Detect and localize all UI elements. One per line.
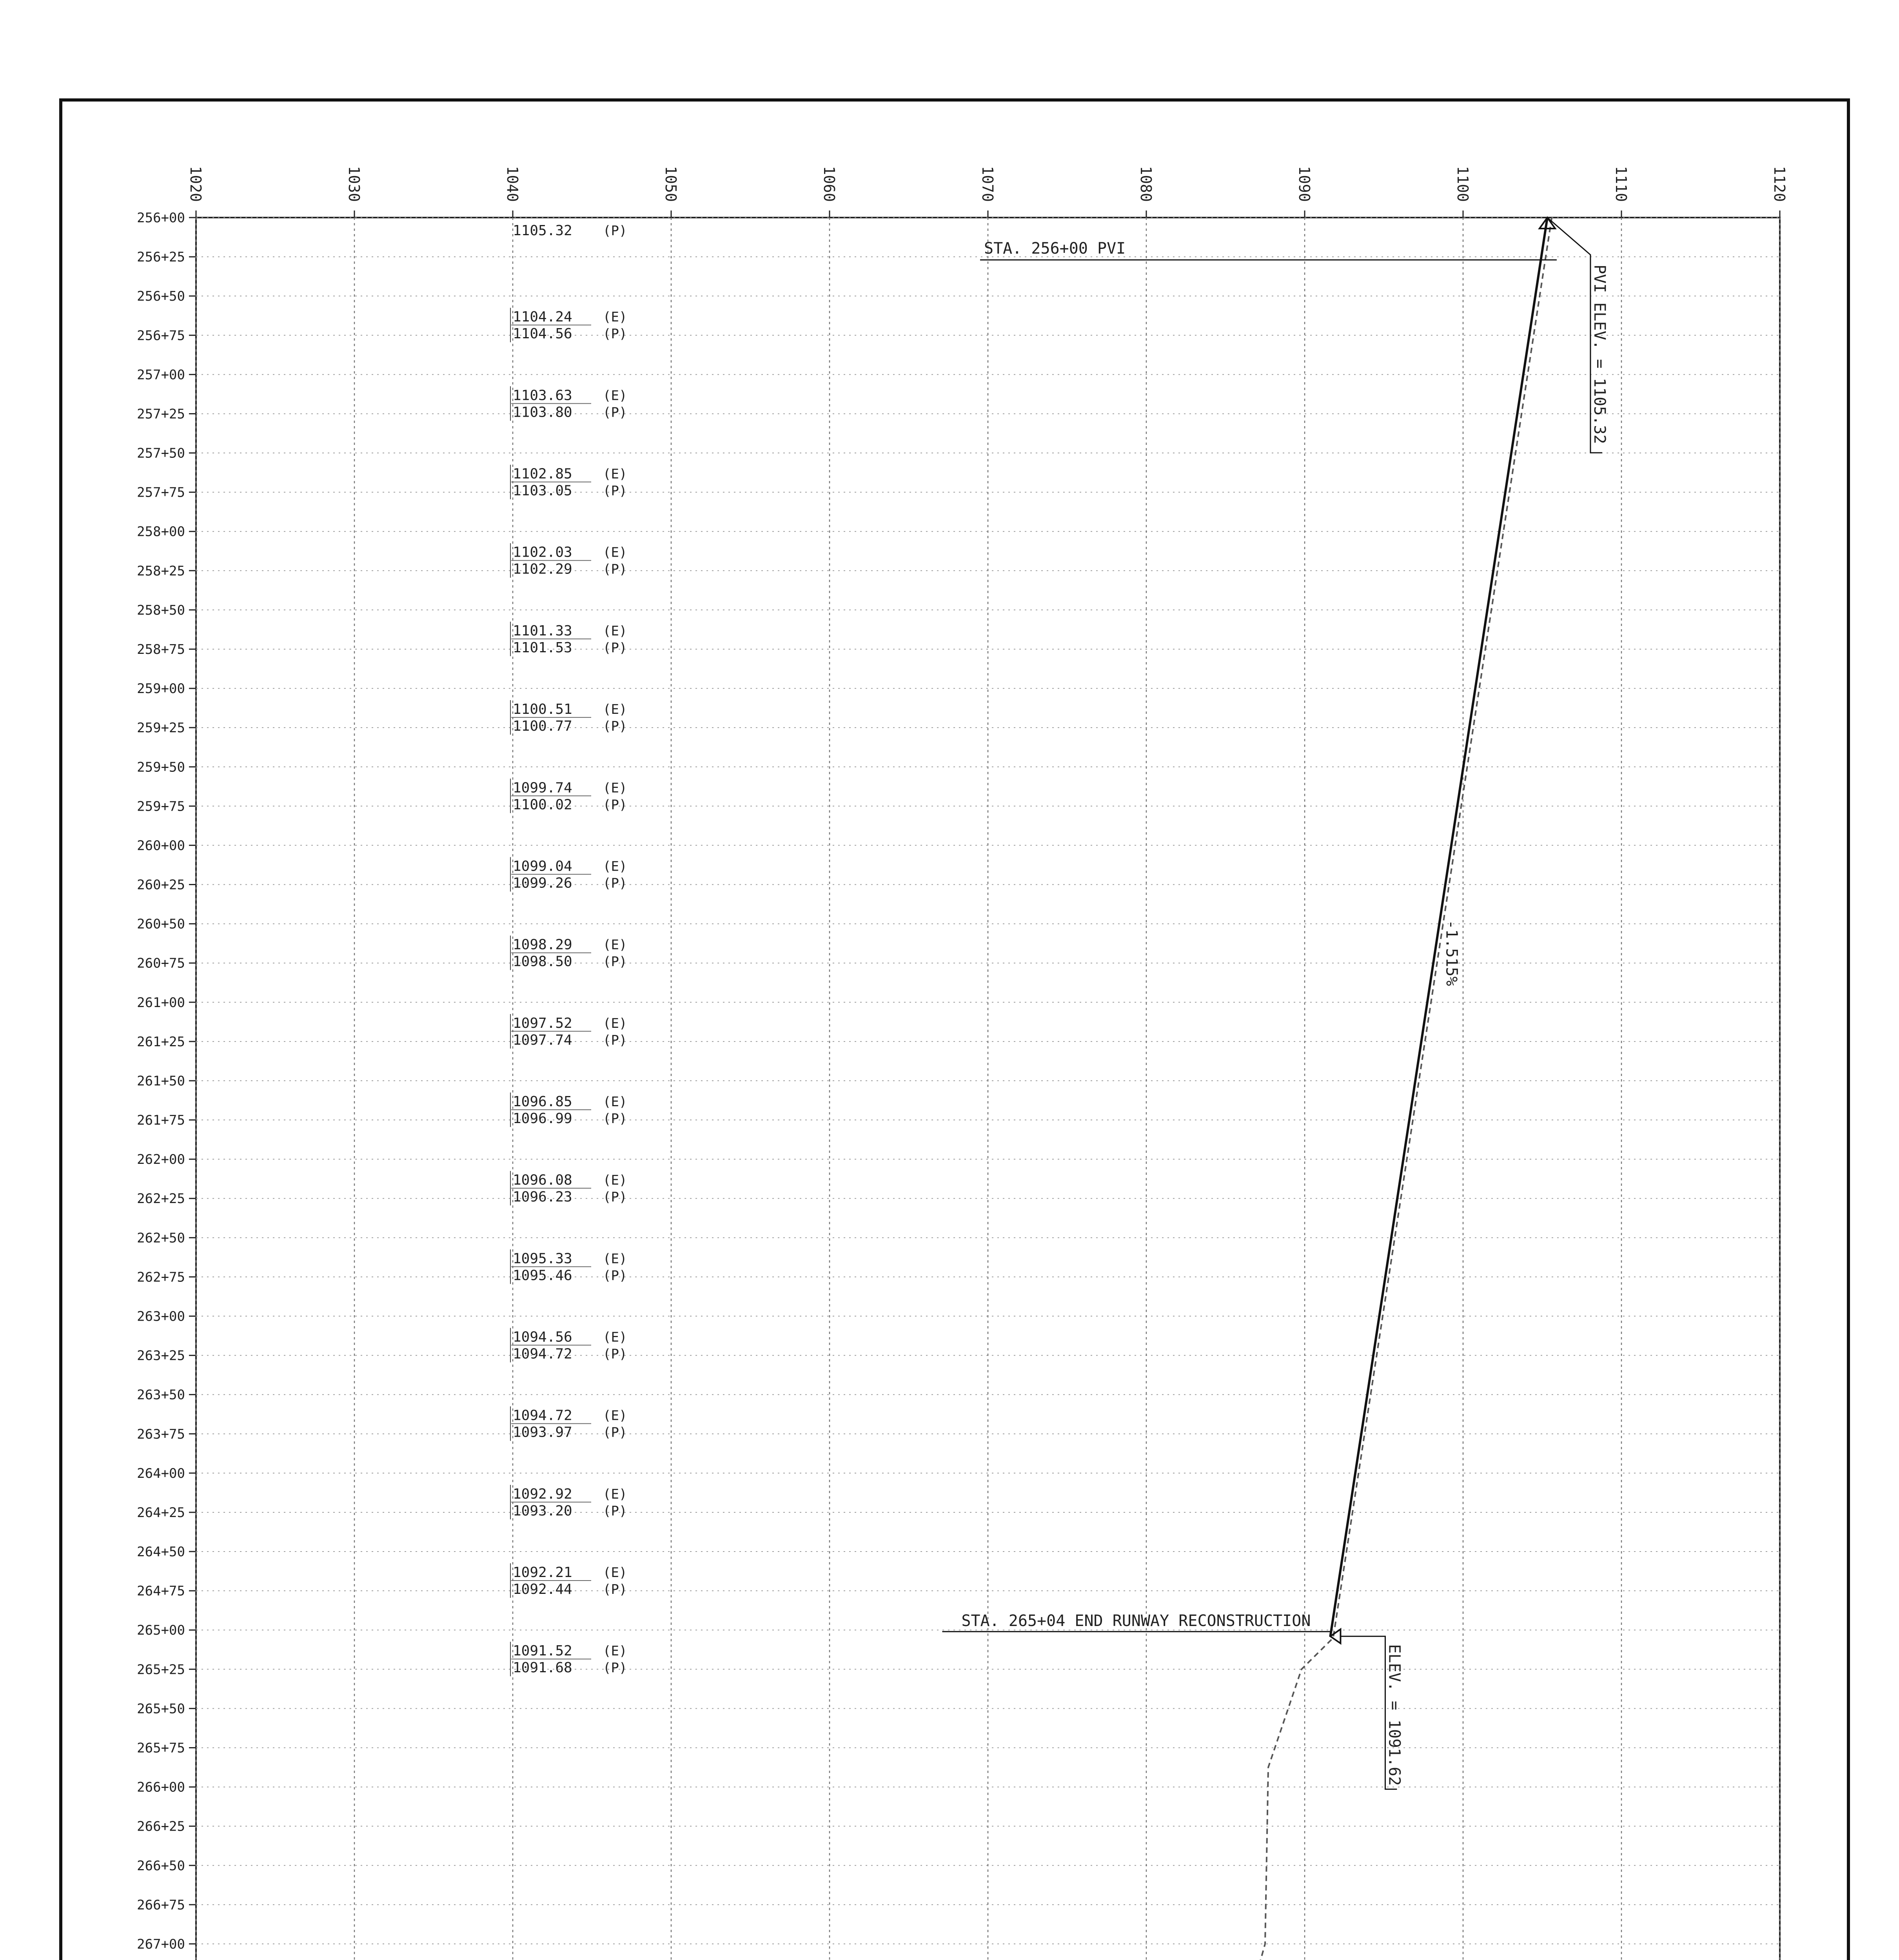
station-label: 260+25 <box>137 877 185 893</box>
proposed-elevation-value: 1093.97 <box>513 1424 572 1441</box>
plot-frame <box>196 218 1780 1960</box>
existing-tag: (E) <box>603 388 627 404</box>
station-label: 266+25 <box>137 1818 185 1835</box>
proposed-tag: (P) <box>603 223 627 239</box>
station-label: 256+25 <box>137 249 185 265</box>
proposed-tag: (P) <box>603 719 627 735</box>
station-label: 259+25 <box>137 720 185 736</box>
proposed-tag: (P) <box>603 1032 627 1048</box>
station-label: 256+75 <box>137 328 185 344</box>
station-label: 265+25 <box>137 1662 185 1678</box>
station-label: 260+75 <box>137 955 185 971</box>
proposed-tag: (P) <box>603 1660 627 1676</box>
existing-tag: (E) <box>603 702 627 718</box>
station-label: 257+00 <box>137 367 185 383</box>
station-label: 261+50 <box>137 1073 185 1089</box>
station-label: 265+50 <box>137 1701 185 1717</box>
station-label: 259+75 <box>137 799 185 815</box>
station-label: 265+00 <box>137 1622 185 1639</box>
proposed-tag: (P) <box>603 1346 627 1362</box>
existing-tag: (E) <box>603 858 627 875</box>
proposed-tag: (P) <box>603 326 627 342</box>
existing-elevation-value: 1102.03 <box>513 544 572 561</box>
proposed-elevation-value: 1103.80 <box>513 404 572 421</box>
existing-elevation-value: 1097.52 <box>513 1015 572 1031</box>
station-label: 256+00 <box>137 210 185 226</box>
existing-elevation-value: 1092.21 <box>513 1564 572 1581</box>
proposed-elevation-value: 1097.74 <box>513 1032 572 1048</box>
station-label: 258+75 <box>137 641 185 657</box>
elevation-label-top: 1020 <box>187 166 204 202</box>
proposed-elevation-value: 1096.23 <box>513 1189 572 1205</box>
proposed-elevation-value: 1094.72 <box>513 1346 572 1362</box>
existing-tag: (E) <box>603 1172 627 1189</box>
proposed-tag: (P) <box>603 483 627 499</box>
proposed-elevation-value: 1091.68 <box>513 1660 572 1676</box>
profile-grid <box>189 211 1780 1960</box>
proposed-elevation-value: 1098.50 <box>513 953 572 970</box>
station-label: 263+25 <box>137 1348 185 1364</box>
existing-tag: (E) <box>603 1565 627 1581</box>
station-label: 263+50 <box>137 1387 185 1403</box>
existing-elevation-value: 1101.33 <box>513 622 572 639</box>
proposed-tag: (P) <box>603 1111 627 1127</box>
station-label: 261+00 <box>137 995 185 1011</box>
station-label: 260+50 <box>137 916 185 932</box>
proposed-elevation-value: 1093.20 <box>513 1503 572 1519</box>
existing-elevation-value: 1099.04 <box>513 858 572 875</box>
station-label: 257+75 <box>137 485 185 501</box>
existing-tag: (E) <box>603 623 627 639</box>
station-label: 258+00 <box>137 524 185 540</box>
station-label: 266+00 <box>137 1779 185 1795</box>
station-label: 264+25 <box>137 1504 185 1521</box>
proposed-tag: (P) <box>603 1268 627 1284</box>
station-label: 262+75 <box>137 1269 185 1285</box>
proposed-elevation-value: 1099.26 <box>513 875 572 891</box>
station-label: 264+00 <box>137 1465 185 1481</box>
station-label: 256+50 <box>137 289 185 305</box>
existing-tag: (E) <box>603 1094 627 1110</box>
station-label: 257+50 <box>137 445 185 461</box>
existing-tag: (E) <box>603 937 627 953</box>
station-label: 261+75 <box>137 1112 185 1129</box>
existing-elevation-value: 1102.85 <box>513 466 572 482</box>
proposed-tag: (P) <box>603 1425 627 1441</box>
existing-elevation-value: 1094.72 <box>513 1407 572 1424</box>
station-label: 257+25 <box>137 406 185 422</box>
pvi-elev-label: PVI ELEV. = 1105.32 <box>1590 265 1609 444</box>
elevation-label-top: 1120 <box>1771 166 1788 202</box>
proposed-tag: (P) <box>603 954 627 970</box>
proposed-elevation-value: 1101.53 <box>513 639 572 656</box>
existing-tag: (E) <box>603 544 627 561</box>
elevation-label-top: 1060 <box>821 166 838 202</box>
proposed-tag: (P) <box>603 405 627 421</box>
proposed-elevation-value: 1103.05 <box>513 483 572 499</box>
station-label: 258+50 <box>137 602 185 618</box>
elevation-label-top: 1100 <box>1454 166 1471 202</box>
proposed-tag: (P) <box>603 1189 627 1205</box>
elevation-label-top: 1080 <box>1137 166 1155 202</box>
elevation-label-top: 1050 <box>662 166 679 202</box>
elevation-label-top: 1030 <box>345 166 363 202</box>
existing-elevation-value: 1091.52 <box>513 1643 572 1659</box>
existing-elevation-value: 1100.51 <box>513 701 572 718</box>
proposed-elevation-value: 1100.77 <box>513 718 572 735</box>
proposed-profile-line <box>1330 218 1547 1636</box>
pvi-station-label: STA. 256+00 PVI <box>984 240 1126 258</box>
proposed-elevation-value: 1095.46 <box>513 1267 572 1284</box>
station-label: 262+50 <box>137 1230 185 1246</box>
proposed-tag: (P) <box>603 1582 627 1598</box>
existing-tag: (E) <box>603 466 627 482</box>
elevation-label-top: 1070 <box>979 166 996 202</box>
grade-label: -1.515% <box>1442 920 1461 986</box>
existing-tag: (E) <box>603 1015 627 1031</box>
proposed-tag: (P) <box>603 1503 627 1519</box>
station-label: 264+75 <box>137 1583 185 1599</box>
station-label: 266+75 <box>137 1897 185 1913</box>
proposed-elevation-value: 1096.99 <box>513 1110 572 1127</box>
proposed-elevation-value: 1102.29 <box>513 561 572 577</box>
existing-elevation-value: 1104.24 <box>513 309 572 325</box>
station-label: 263+00 <box>137 1308 185 1325</box>
station-label: 260+00 <box>137 838 185 854</box>
elevation-table <box>510 223 627 1676</box>
proposed-elevation-value: 1092.44 <box>513 1581 572 1598</box>
elevation-label-top: 1090 <box>1296 166 1313 202</box>
station-label: 261+25 <box>137 1034 185 1050</box>
sheet-border <box>61 100 1848 1960</box>
existing-tag: (E) <box>603 1329 627 1345</box>
existing-tag: (E) <box>603 1486 627 1502</box>
station-label: 267+00 <box>137 1936 185 1952</box>
existing-elevation-value: 1096.08 <box>513 1172 572 1189</box>
existing-tag: (E) <box>603 1251 627 1267</box>
existing-elevation-value: 1092.92 <box>513 1486 572 1502</box>
station-label: 263+75 <box>137 1426 185 1442</box>
station-label: 264+50 <box>137 1544 185 1560</box>
station-axis <box>137 210 185 1960</box>
elevation-label-top: 1110 <box>1612 166 1630 202</box>
existing-elevation-value: 1095.33 <box>513 1250 572 1267</box>
existing-elevation-value: 1103.63 <box>513 387 572 404</box>
station-label: 258+25 <box>137 563 185 579</box>
end-elev-label: ELEV. = 1091.62 <box>1385 1644 1403 1786</box>
proposed-tag: (P) <box>603 640 627 656</box>
proposed-tag: (P) <box>603 797 627 813</box>
station-label: 265+75 <box>137 1740 185 1756</box>
proposed-tag: (P) <box>603 875 627 891</box>
proposed-elevation-value: 1104.56 <box>513 326 572 342</box>
station-label: 259+00 <box>137 681 185 697</box>
existing-elevation-value: 1094.56 <box>513 1329 572 1345</box>
station-label: 266+50 <box>137 1858 185 1874</box>
station-label: 259+50 <box>137 759 185 775</box>
proposed-elevation-value: 1105.32 <box>513 223 572 239</box>
station-label: 262+00 <box>137 1152 185 1168</box>
existing-tag: (E) <box>603 780 627 796</box>
end-station-label: STA. 265+04 END RUNWAY RECONSTRUCTION <box>961 1612 1311 1630</box>
station-label: 262+25 <box>137 1191 185 1207</box>
existing-tag: (E) <box>603 1408 627 1424</box>
proposed-elevation-value: 1100.02 <box>513 797 572 813</box>
existing-elevation-value: 1099.74 <box>513 780 572 796</box>
existing-elevation-value: 1098.29 <box>513 936 572 953</box>
existing-tag: (E) <box>603 1643 627 1659</box>
proposed-tag: (P) <box>603 561 627 577</box>
elevation-label-top: 1040 <box>504 166 521 202</box>
existing-tag: (E) <box>603 309 627 325</box>
existing-elevation-value: 1096.85 <box>513 1093 572 1110</box>
